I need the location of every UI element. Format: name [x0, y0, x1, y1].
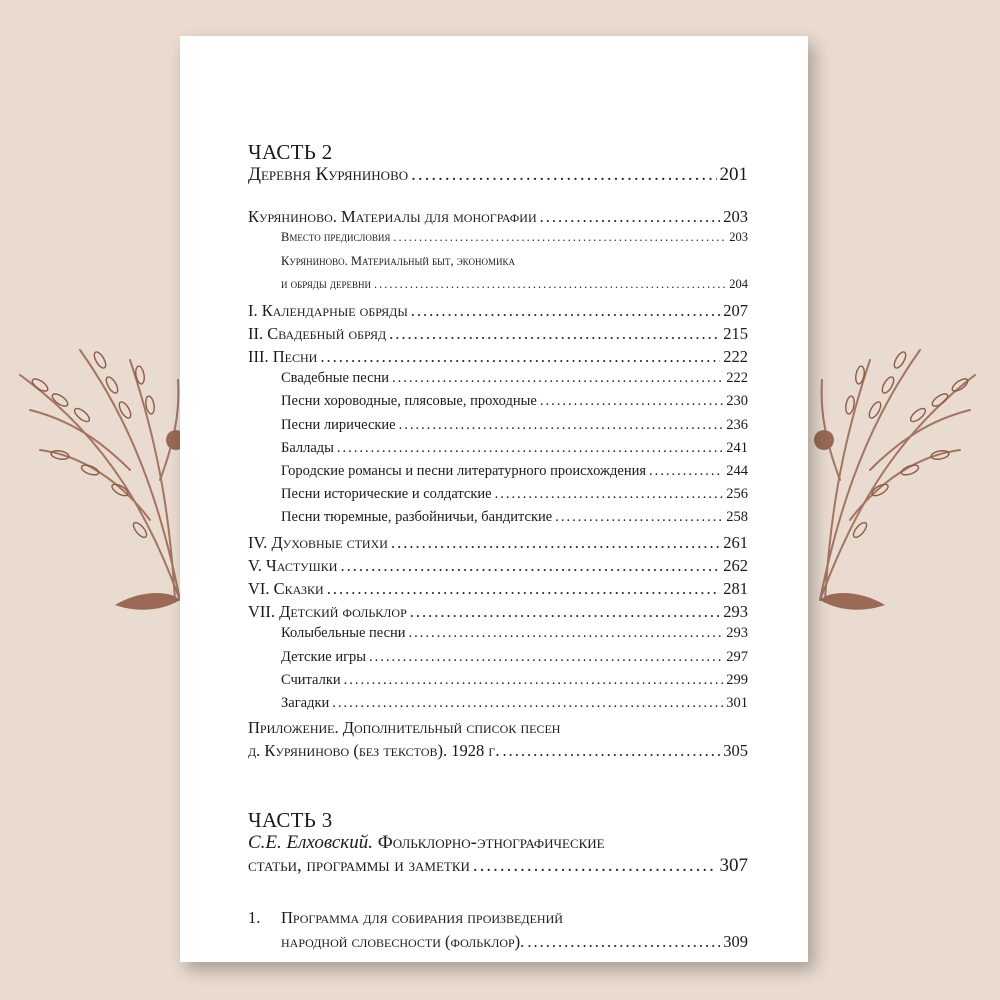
part-3-entries: [248, 908, 748, 954]
toc-entry[interactable]: Песни исторические и солдатские ..... 256: [248, 486, 748, 509]
toc-entry-line[interactable]: Приложение. Дополнительный список песен: [248, 718, 561, 738]
page-number: 256: [726, 486, 748, 503]
toc-entry[interactable]: Песни хороводные, плясовые, проходные ..... 230: [248, 393, 748, 416]
toc-entry[interactable]: Загадки ..... 301: [248, 695, 748, 718]
toc-entry[interactable]: VI. Сказки ..... 281: [248, 579, 748, 602]
page-number: 215: [723, 323, 748, 343]
willow-branch-icon: [20, 350, 180, 600]
page-number: 293: [726, 625, 748, 642]
toc-entry[interactable]: Песни лирические ..... 236: [248, 417, 748, 440]
part-3-title-line[interactable]: С.Е. Елховский. Фольклорно-этнографические: [248, 832, 605, 854]
page-number: 281: [723, 578, 748, 598]
toc-entry-line[interactable]: Куряниново. Материальный быт, экономика: [281, 253, 515, 268]
toc-entry[interactable]: Куряниново. Материалы для монографии ..... 203: [248, 207, 748, 230]
toc-entry[interactable]: IV. Духовные стихи ..... 261: [248, 533, 748, 556]
toc-entry[interactable]: и обряды деревни ..... 204: [248, 277, 748, 301]
part-2-title-row[interactable]: [248, 164, 748, 187]
willow-branch-icon: [820, 350, 975, 600]
page-number: 305: [723, 741, 748, 761]
page-number: 297: [726, 648, 748, 665]
page-number: 307: [719, 855, 748, 877]
page-number: 203: [723, 207, 748, 226]
page-number: 301: [726, 694, 748, 711]
page-number: 261: [723, 532, 748, 552]
page-number: 262: [723, 555, 748, 575]
page-number: 236: [726, 416, 748, 433]
toc-entry[interactable]: Свадебные песни ..... 222: [248, 370, 748, 393]
entry-number: 1.: [248, 908, 261, 928]
author-name: С.Е. Елховский.: [248, 832, 373, 854]
toc-entry[interactable]: I. Календарные обряды ..... 207: [248, 301, 748, 324]
toc-entry[interactable]: д. Куряниново (без текстов). 1928 г. ..... 305: [248, 741, 748, 764]
page-number: 244: [726, 463, 748, 479]
toc-entry[interactable]: Детские игры ..... 297: [248, 649, 748, 672]
page-number: 293: [723, 602, 748, 622]
page-number: 203: [729, 230, 748, 245]
toc-entry[interactable]: II. Свадебный обряд ..... 215: [248, 324, 748, 347]
toc-entry[interactable]: народной словесности (фольклор). ..... 309: [248, 932, 748, 955]
page-number: 222: [726, 370, 748, 387]
toc-entry[interactable]: VII. Детский фольклор ..... 293: [248, 602, 748, 625]
page-number: 204: [729, 277, 748, 292]
toc-entry[interactable]: Баллады ..... 241: [248, 440, 748, 463]
page-number: 241: [726, 439, 748, 456]
page-number: 258: [726, 509, 748, 526]
page-number: 207: [723, 300, 748, 320]
book-page: [180, 36, 808, 962]
part-2-entries: [248, 207, 748, 764]
part-3-heading: ЧАСТЬ 3: [248, 808, 333, 833]
part-3-section: [248, 808, 748, 878]
page-number: 230: [726, 393, 748, 410]
toc-entry[interactable]: III. Песни ..... 222: [248, 347, 748, 370]
toc-entry[interactable]: Колыбельные песни ..... 293: [248, 625, 748, 648]
toc-entry-line[interactable]: 1. Программа для собирания произведений: [248, 908, 563, 928]
part-2-heading: ЧАСТЬ 2: [248, 140, 333, 164]
toc-entry[interactable]: Песни тюремные, разбойничьи, бандитские ..... 258: [248, 509, 748, 532]
part-2-section: [248, 140, 748, 187]
part-2-title: Деревня Куряниново: [248, 164, 409, 185]
page-number: 201: [719, 164, 748, 185]
toc-entry[interactable]: Считалки ..... 299: [248, 672, 748, 695]
toc-entry[interactable]: Городские романсы и песни литературного происхождения ..... 244: [248, 463, 748, 486]
page-number: 309: [723, 931, 748, 951]
part-3-title-row[interactable]: статьи, программы и заметки ..... 307: [248, 855, 748, 878]
page-number: 222: [723, 347, 748, 367]
page-number: 299: [726, 671, 748, 688]
table-of-contents: [248, 100, 748, 955]
toc-entry[interactable]: V. Частушки ..... 262: [248, 556, 748, 579]
toc-entry[interactable]: Вместо предисловия ..... 203: [248, 230, 748, 254]
